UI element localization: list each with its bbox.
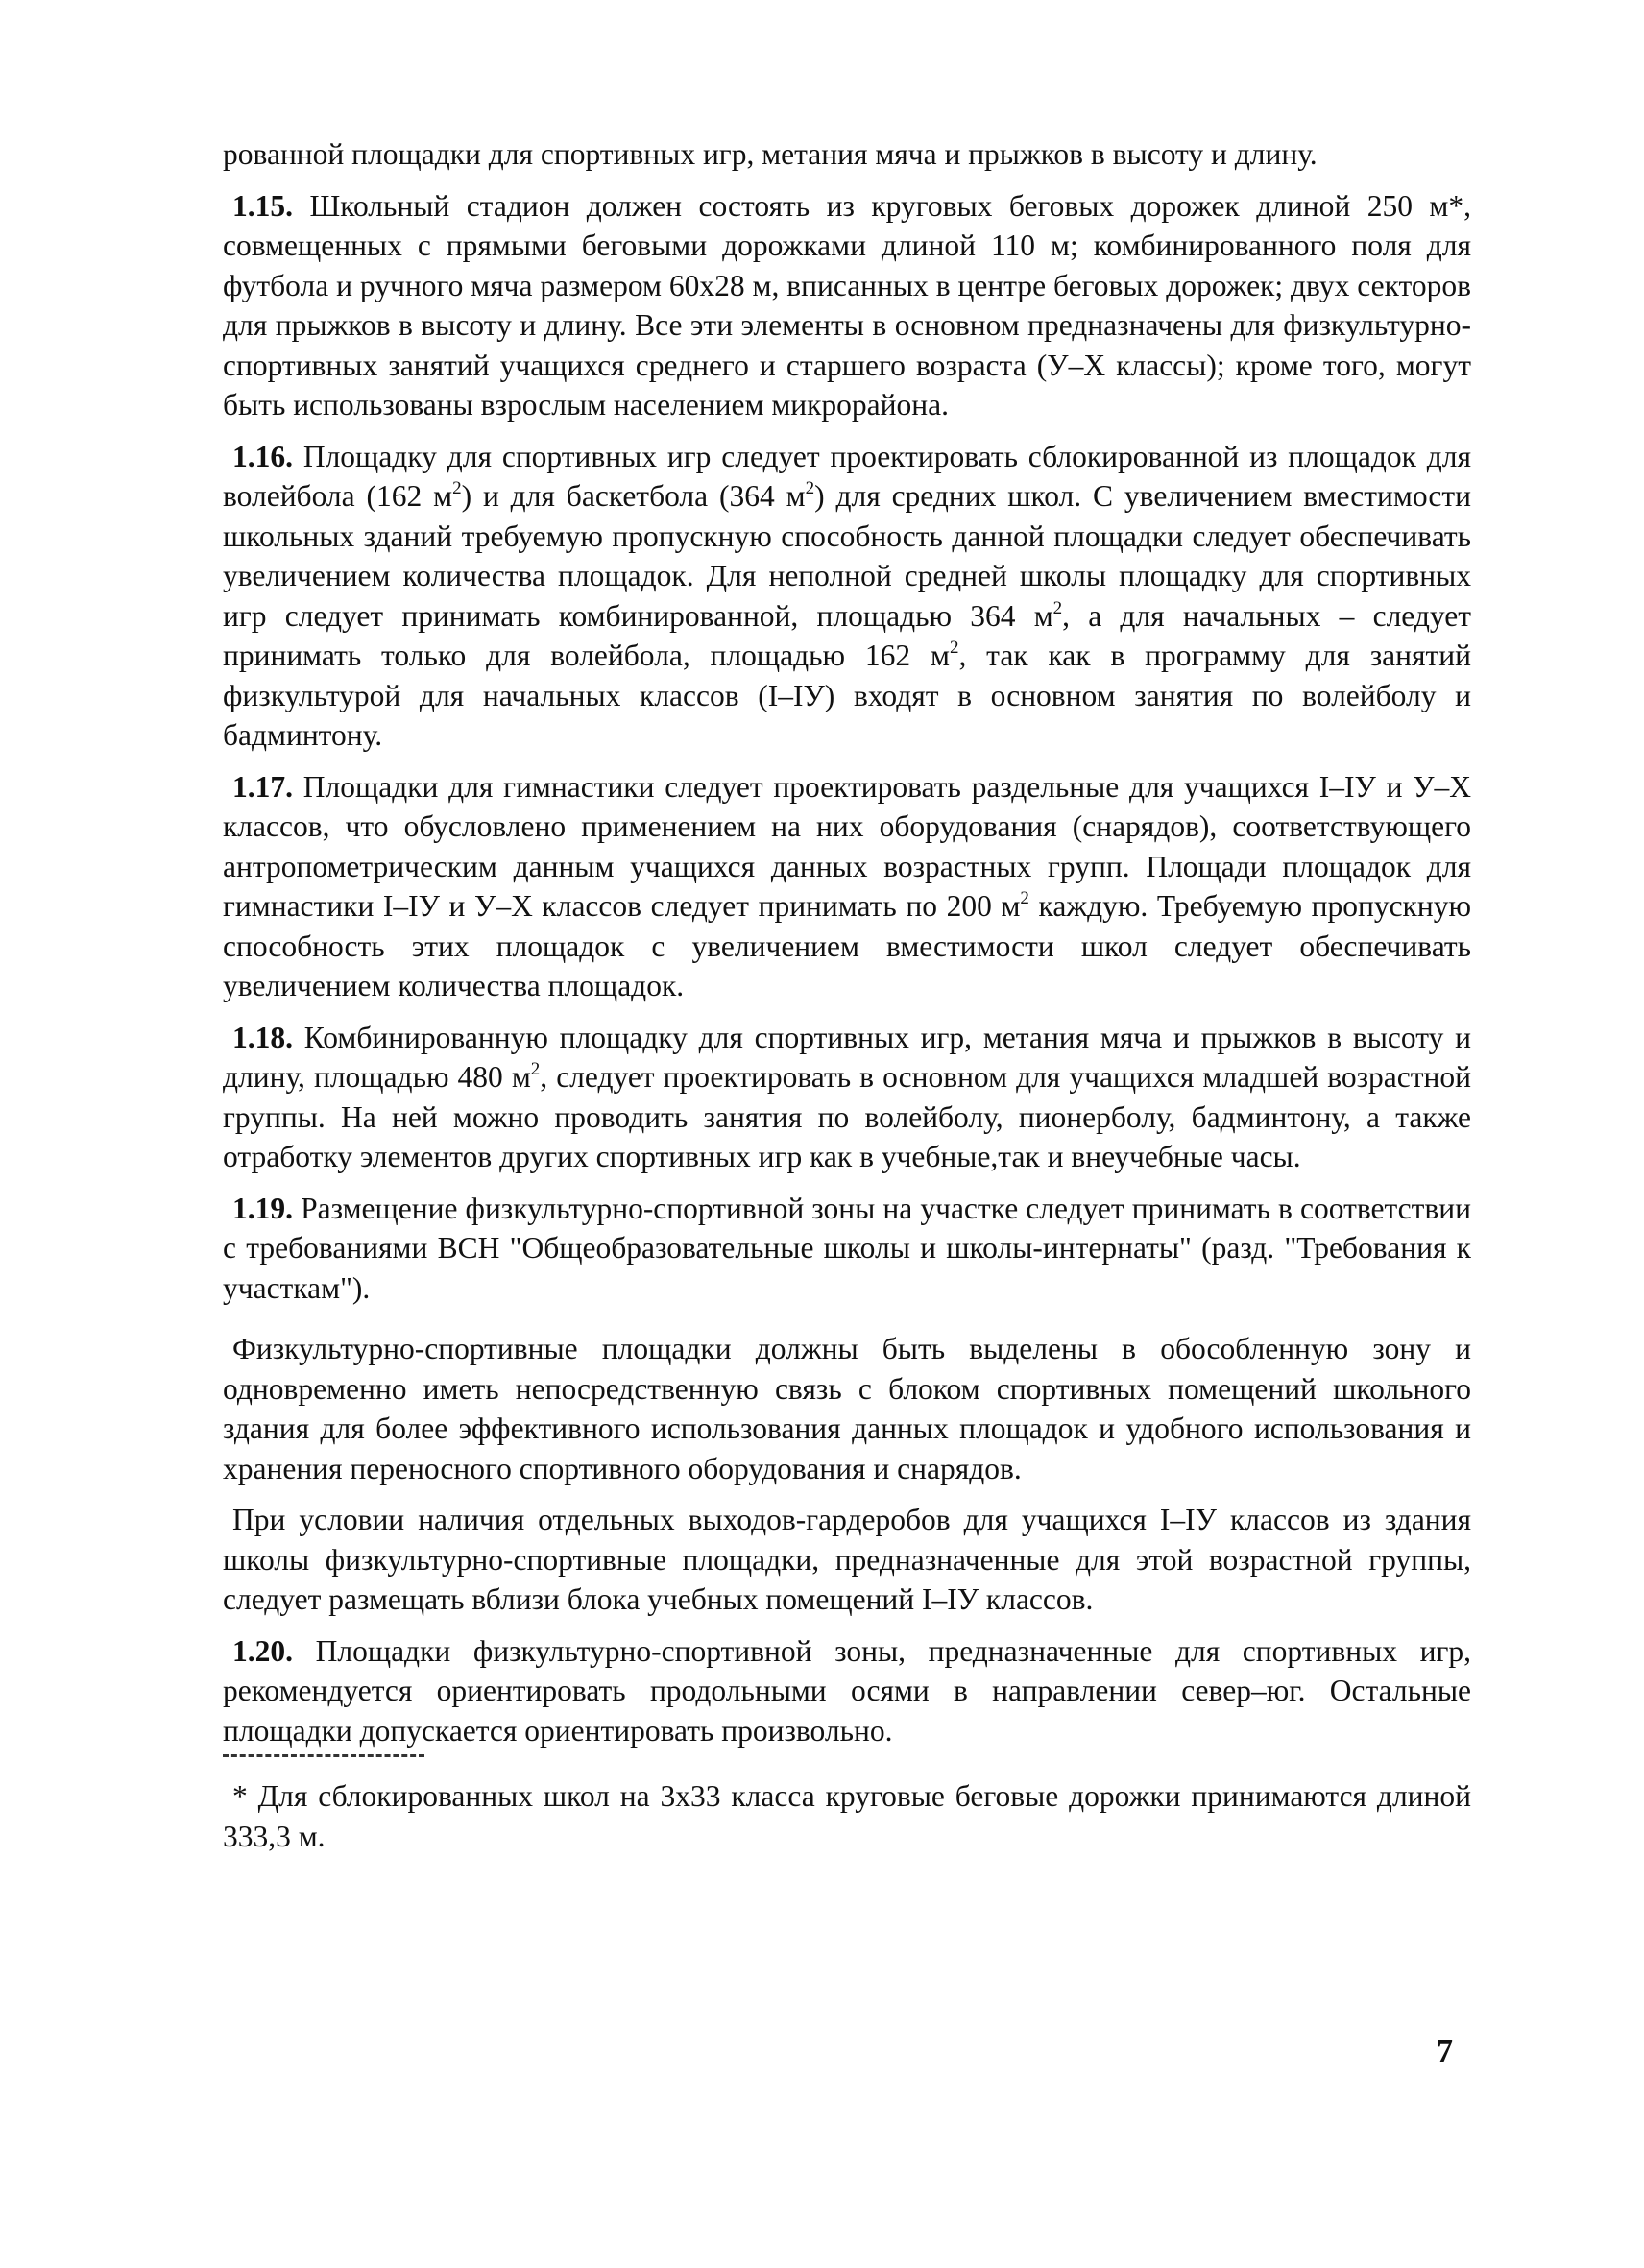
- paragraph-1-20: [223, 1631, 1471, 1751]
- paragraph-1-17: [223, 767, 1471, 1006]
- document-page: [223, 134, 1471, 1856]
- superscript: 2: [452, 478, 462, 498]
- paragraph-1-18: [223, 1018, 1471, 1177]
- section-number: 1.19.: [232, 1191, 293, 1225]
- paragraph-sports-zone: [223, 1329, 1471, 1488]
- page-number: 7: [1437, 2034, 1453, 2069]
- superscript: 2: [805, 478, 815, 498]
- superscript: 2: [530, 1059, 541, 1079]
- section-number: 1.17.: [232, 769, 293, 804]
- paragraph-text: , а для начальных – следует принимать только для волейбола, площадью 162 м: [223, 598, 1471, 672]
- superscript: 2: [949, 638, 959, 658]
- paragraph-text: ) и для баскетбола (364 м: [461, 479, 806, 513]
- paragraph-text: рованной площадки для спортивных игр, метания мяча и прыжков в высоту и длину.: [223, 137, 1318, 171]
- superscript: 2: [1052, 597, 1063, 618]
- paragraph-text: Физкультурно-спортивные площадки должны быть выделены в обособленную зону и одновременно иметь непосредственную связь с блоком спортивных помещений школьного здания для более эффективного использования данных площадок и удобного использования и хранения переносного спортивного оборудования и снарядов.: [223, 1332, 1471, 1485]
- paragraph-text: Площадки для гимнастики следует проектировать раздельные для учащихся I–IУ и У–Х классов, что обусловлено применением на них оборудования (снарядов), соответствующего антропометрическим данным учащихся данных возрастных групп. Площади площадок для гимнастики I–IУ и У–Х классов следует принимать по 200 м: [223, 769, 1471, 923]
- paragraph-text: Размещение физкультурно-спортивной зоны на участке следует принимать в соответствии с требованиями ВСН "Общеобразовательные школы и школы-интернаты" (разд. "Требования к участкам").: [223, 1191, 1471, 1305]
- paragraph-text: ) для средних школ. С увеличением вместимости школьных зданий требуемую пропускную способность данной площадки следует обеспечивать увеличением количества площадок. Для неполной средней школы площадку для спортивных игр следует принимать комбинированной, площадью 364 м: [223, 479, 1471, 633]
- footnote-text: * Для сблокированных школ на 3х33 класса круговые беговые дорожки принимаются длиной 333,3 м.: [223, 1779, 1471, 1853]
- footnote-divider: [223, 1754, 424, 1757]
- section-number: 1.16.: [232, 439, 293, 473]
- paragraph-exits: [223, 1500, 1471, 1620]
- paragraph-text: , так как в программу для занятий физкультурой для начальных классов (I–IУ) входят в основном занятия по волейболу и бадминтону.: [223, 639, 1471, 752]
- paragraph-continuation: [223, 134, 1471, 175]
- paragraph-1-19: [223, 1189, 1471, 1309]
- paragraph-1-16: [223, 437, 1471, 756]
- paragraph-text: , следует проектировать в основном для учащихся младшей возрастной группы. На ней можно проводить занятия по волейболу, пионерболу, бадминтону, а также отработку элементов других спортивных игр как в учебные,так и внеучебные часы.: [223, 1060, 1471, 1173]
- footnote: [223, 1776, 1471, 1856]
- paragraph-text: Площадку для спортивных игр следует проектировать сблокированной из площадок для волейбола (162 м: [223, 439, 1471, 513]
- paragraph-text: При условии наличия отдельных выходов-гардеробов для учащихся I–IУ классов из здания школы физкультурно-спортивные площадки, предназначенные для этой возрастной группы, следует размещать вблизи блока учебных помещений I–IУ классов.: [223, 1503, 1471, 1616]
- paragraph-text: Школьный стадион должен состоять из круговых беговых дорожек длиной 250 м*, совмещенных с прямыми беговыми дорожками длиной 110 м; комбинированного поля для футбола и ручного мяча размером 60х28 м, вписанных в центре беговых дорожек; двух секторов для прыжков в высоту и длину. Все эти элементы в основном предназначены для физкультурно-спортивных занятий учащихся среднего и старшего возраста (У–Х классы); кроме того, могут быть использованы взрослым населением микрорайона.: [223, 188, 1471, 422]
- paragraph-text: Комбинированную площадку для спортивных игр, метания мяча и прыжков в высоту и длину, площадью 480 м: [223, 1020, 1471, 1094]
- paragraph-text: каждую. Требуемую пропускную способность этих площадок с увеличением вместимости школ следует обеспечивать увеличением количества площадок.: [223, 889, 1471, 1002]
- section-number: 1.15.: [232, 188, 293, 223]
- paragraph-1-15: [223, 186, 1471, 425]
- superscript: 2: [1020, 888, 1029, 908]
- section-number: 1.18.: [232, 1020, 293, 1054]
- paragraph-text: Площадки физкультурно-спортивной зоны, предназначенные для спортивных игр, рекомендуется ориентировать продольными осями в направлении север–юг. Остальные площадки допускается ориентировать произвольно.: [223, 1633, 1471, 1748]
- section-number: 1.20.: [232, 1633, 293, 1668]
